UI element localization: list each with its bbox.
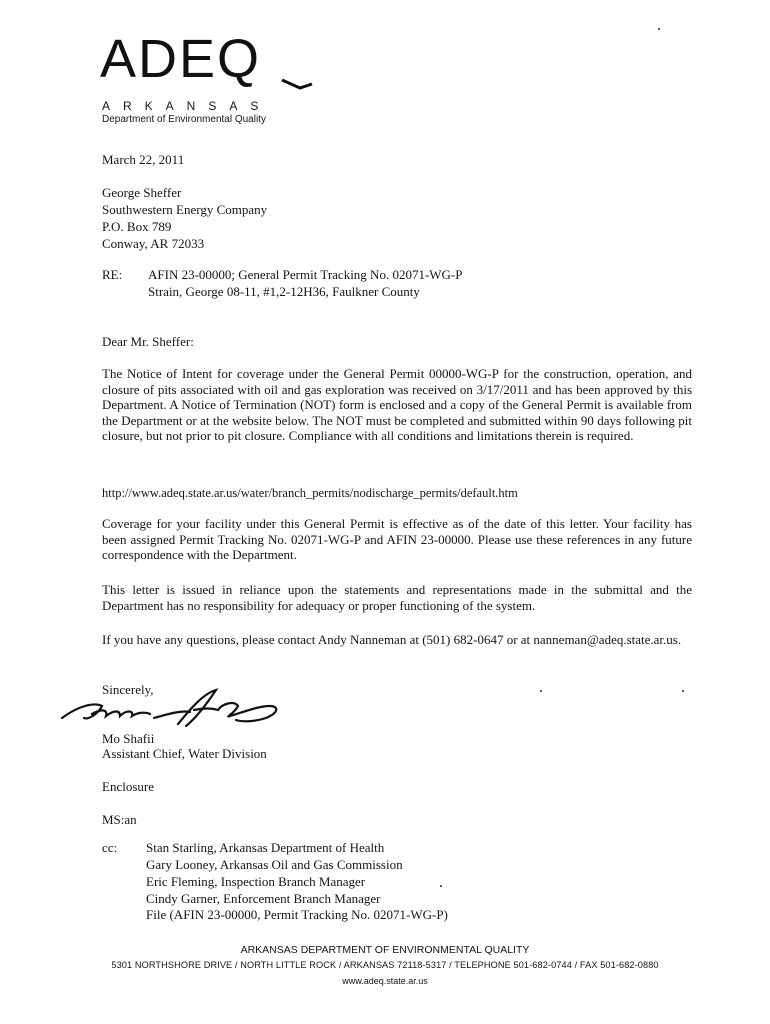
signer-name: Mo Shafii bbox=[102, 731, 155, 746]
state-name: ARKANSAS bbox=[102, 99, 272, 113]
scan-speck bbox=[682, 690, 684, 692]
letter-date: March 22, 2011 bbox=[102, 152, 185, 167]
body-paragraph bbox=[102, 516, 692, 563]
recipient-line: George Sheffer bbox=[102, 185, 182, 200]
paragraph-text: The Notice of Intent for coverage under the General Permit 00000-WG-P for the construction, operation, and closure of pits associated with oil and gas exploration was received on 3/17/2011 and has been approved by this Department. A Notice of Termination (NOT) form is enclosed and a copy of the General Permit is available from the Department or at the website below. The NOT must be completed and submitted within 90 days following pit closure, but not prior to pit closure. Compliance with all conditions and limitations therein is required. bbox=[102, 366, 692, 443]
closing: Sincerely, bbox=[102, 682, 154, 697]
body-paragraph bbox=[102, 582, 692, 613]
typist-initials: MS:an bbox=[102, 812, 137, 827]
signer-title: Assistant Chief, Water Division bbox=[102, 746, 267, 761]
cc-entry: Cindy Garner, Enforcement Branch Manager bbox=[146, 891, 381, 906]
scan-speck bbox=[440, 885, 442, 887]
cc-entry: Eric Fleming, Inspection Branch Manager bbox=[146, 874, 366, 889]
department-name: Department of Environmental Quality bbox=[102, 114, 266, 125]
salutation: Dear Mr. Sheffer: bbox=[102, 334, 194, 349]
cc-label: cc: bbox=[102, 840, 118, 855]
website-url: http://www.adeq.state.ar.us/water/branch_permits/nodischarge_permits/default.htm bbox=[102, 486, 518, 500]
footer-address: 5301 NORTHSHORE DRIVE / NORTH LITTLE ROCK / ARKANSAS 72118-5317 / TELEPHONE 501-682-0744 / FAX 501-682-0880 bbox=[111, 960, 659, 970]
cc-entry: File (AFIN 23-00000, Permit Tracking No. 02071-WG-P) bbox=[146, 907, 448, 922]
logo-q-tail-icon bbox=[280, 78, 314, 90]
recipient-line: P.O. Box 789 bbox=[102, 219, 172, 234]
scan-speck bbox=[540, 690, 542, 692]
cc-entry: Stan Starling, Arkansas Department of Health bbox=[146, 840, 385, 855]
recipient-line: Conway, AR 72033 bbox=[102, 236, 205, 251]
enclosure-note: Enclosure bbox=[102, 779, 154, 794]
paragraph-text: Coverage for your facility under this General Permit is effective as of the date of this letter. Your facility has been assigned Permit Tracking No. 02071-WG-P and AFIN 23-00000. Please use these references in any future correspondence with the Department. bbox=[102, 516, 692, 562]
footer-website: www.adeq.state.ar.us bbox=[342, 976, 428, 986]
subject-label: RE: bbox=[102, 267, 123, 282]
subject-line: Strain, George 08-11, #1,2-12H36, Faulkner County bbox=[148, 284, 420, 299]
paragraph-text: This letter is issued in reliance upon the statements and representations made in the submittal and the Department has no responsibility for adequacy or proper functioning of the system. bbox=[102, 582, 692, 613]
recipient-line: Southwestern Energy Company bbox=[102, 202, 268, 217]
footer-org: ARKANSAS DEPARTMENT OF ENVIRONMENTAL QUALITY bbox=[240, 944, 530, 956]
subject-line: AFIN 23-00000; General Permit Tracking No. 02071-WG-P bbox=[148, 267, 463, 282]
handwritten-signature-icon bbox=[58, 684, 288, 732]
scan-speck bbox=[658, 28, 660, 30]
paragraph-text: If you have any questions, please contact Andy Nanneman at (501) 682-0647 or at nanneman@adeq.state.ar.us. bbox=[102, 632, 682, 647]
adeq-logo: ADEQ bbox=[100, 29, 262, 89]
body-paragraph bbox=[102, 366, 692, 444]
body-paragraph bbox=[102, 632, 692, 648]
cc-entry: Gary Looney, Arkansas Oil and Gas Commission bbox=[146, 857, 403, 872]
